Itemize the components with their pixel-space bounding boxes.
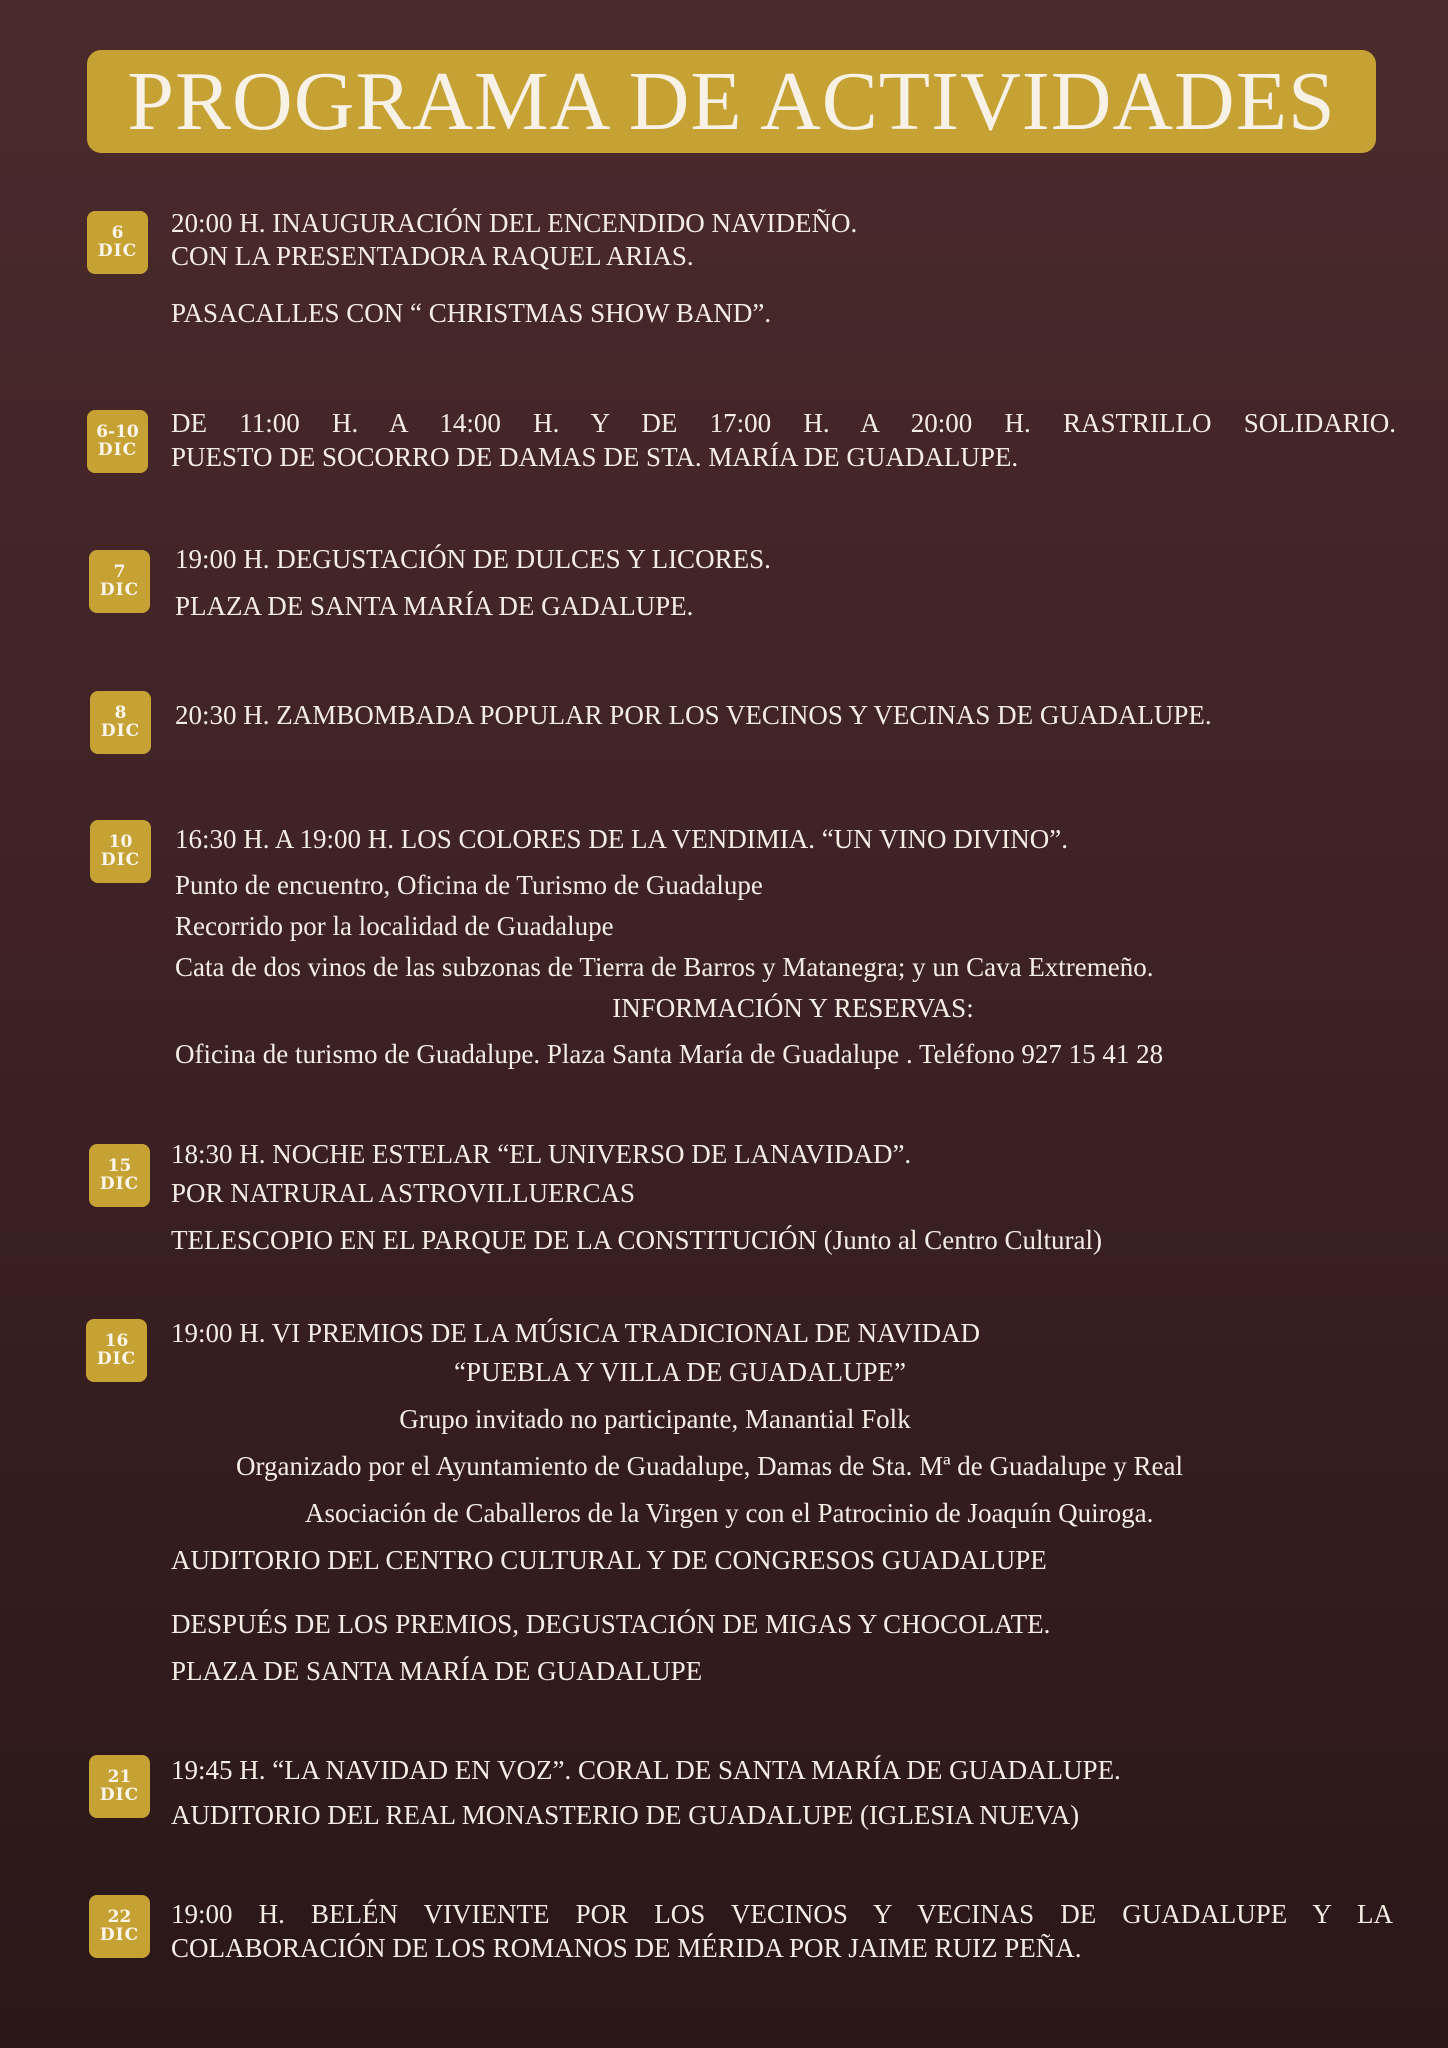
date-badge-6-dic	[87, 211, 148, 274]
badge-day: 6	[111, 222, 124, 243]
event-line: DE 11:00 H. A 14:00 H. Y DE 17:00 H. A 20:00 H. RASTRILLO SOLIDARIO.	[171, 408, 1396, 438]
badge-month: DIC	[99, 1784, 140, 1805]
event-line: PLAZA DE SANTA MARÍA DE GUADALUPE	[171, 1656, 703, 1686]
badge-month: DIC	[97, 240, 138, 261]
event-line: TELESCOPIO EN EL PARQUE DE LA CONSTITUCIÓN (Junto al Centro Cultural)	[171, 1225, 1102, 1255]
event-line: 19:45 H. “LA NAVIDAD EN VOZ”. CORAL DE SANTA MARÍA DE GUADALUPE.	[171, 1755, 1121, 1785]
event-line: AUDITORIO DEL CENTRO CULTURAL Y DE CONGRESOS GUADALUPE	[171, 1545, 1047, 1575]
event-line: DESPUÉS DE LOS PREMIOS, DEGUSTACIÓN DE MIGAS Y CHOCOLATE.	[171, 1609, 1051, 1639]
event-line: POR NATRURAL ASTROVILLUERCAS	[171, 1178, 636, 1208]
badge-day: 10	[108, 831, 133, 852]
badge-day: 6-10	[96, 421, 139, 442]
event-line: 18:30 H. NOCHE ESTELAR “EL UNIVERSO DE LANAVIDAD”.	[171, 1139, 912, 1169]
event-line: Grupo invitado no participante, Manantial Folk	[399, 1404, 911, 1434]
event-line: CON LA PRESENTADORA RAQUEL ARIAS.	[171, 241, 694, 271]
event-line: Oficina de turismo de Guadalupe. Plaza Santa María de Guadalupe . Teléfono 927 15 41 28	[175, 1039, 1164, 1069]
badge-month: DIC	[96, 1348, 137, 1369]
date-badge-7-dic	[89, 550, 150, 613]
event-line: Recorrido por la localidad de Guadalupe	[175, 911, 614, 941]
event-line: COLABORACIÓN DE LOS ROMANOS DE MÉRIDA POR JAIME RUIZ PEÑA.	[171, 1933, 1082, 1963]
date-badge-21-dic	[89, 1755, 150, 1818]
event-line: 19:00 H. BELÉN VIVIENTE POR LOS VECINOS Y VECINAS DE GUADALUPE Y LA	[171, 1899, 1393, 1929]
event-line: INFORMACIÓN Y RESERVAS:	[612, 993, 974, 1023]
badge-month: DIC	[97, 439, 138, 460]
event-line: “PUEBLA Y VILLA DE GUADALUPE”	[454, 1357, 906, 1387]
badge-day: 7	[113, 561, 126, 582]
event-line: PUESTO DE SOCORRO DE DAMAS DE STA. MARÍA DE GUADALUPE.	[171, 442, 1019, 472]
title-banner	[87, 50, 1376, 153]
event-line: Punto de encuentro, Oficina de Turismo de Guadalupe	[175, 870, 763, 900]
date-badge-6-10-dic	[87, 410, 148, 473]
event-line: 19:00 H. DEGUSTACIÓN DE DULCES Y LICORES.	[175, 544, 771, 574]
event-line: 19:00 H. VI PREMIOS DE LA MÚSICA TRADICIONAL DE NAVIDAD	[171, 1318, 981, 1348]
event-line: 20:30 H. ZAMBOMBADA POPULAR POR LOS VECINOS Y VECINAS DE GUADALUPE.	[175, 700, 1212, 730]
badge-month: DIC	[100, 849, 141, 870]
badge-day: 22	[107, 1906, 132, 1927]
badge-month: DIC	[99, 1924, 140, 1945]
date-badge-10-dic	[90, 820, 151, 883]
event-line: Cata de dos vinos de las subzonas de Tierra de Barros y Matanegra; y un Cava Extremeño.	[175, 952, 1154, 982]
page-title: PROGRAMA DE ACTIVIDADES	[127, 55, 1336, 148]
date-badge-16-dic	[86, 1319, 147, 1382]
badge-day: 21	[107, 1766, 132, 1787]
badge-month: DIC	[99, 1173, 140, 1194]
badge-day: 8	[114, 702, 127, 723]
badge-day: 15	[107, 1155, 132, 1176]
event-line: PASACALLES CON “ CHRISTMAS SHOW BAND”.	[171, 298, 772, 328]
event-line: Organizado por el Ayuntamiento de Guadalupe, Damas de Sta. Mª de Guadalupe y Real	[236, 1451, 1183, 1481]
event-line: Asociación de Caballeros de la Virgen y con el Patrocinio de Joaquín Quiroga.	[305, 1498, 1154, 1528]
badge-month: DIC	[100, 720, 141, 741]
event-line: AUDITORIO DEL REAL MONASTERIO DE GUADALUPE (IGLESIA NUEVA)	[171, 1800, 1080, 1830]
event-line: 20:00 H. INAUGURACIÓN DEL ENCENDIDO NAVIDEÑO.	[171, 208, 858, 238]
date-badge-15-dic	[89, 1144, 150, 1207]
badge-month: DIC	[99, 579, 140, 600]
event-line: 16:30 H. A 19:00 H. LOS COLORES DE LA VENDIMIA. “UN VINO DIVINO”.	[175, 824, 1068, 854]
badge-day: 16	[104, 1330, 129, 1351]
event-line: PLAZA DE SANTA MARÍA DE GADALUPE.	[175, 591, 694, 621]
date-badge-22-dic	[89, 1895, 150, 1958]
date-badge-8-dic	[90, 691, 151, 754]
